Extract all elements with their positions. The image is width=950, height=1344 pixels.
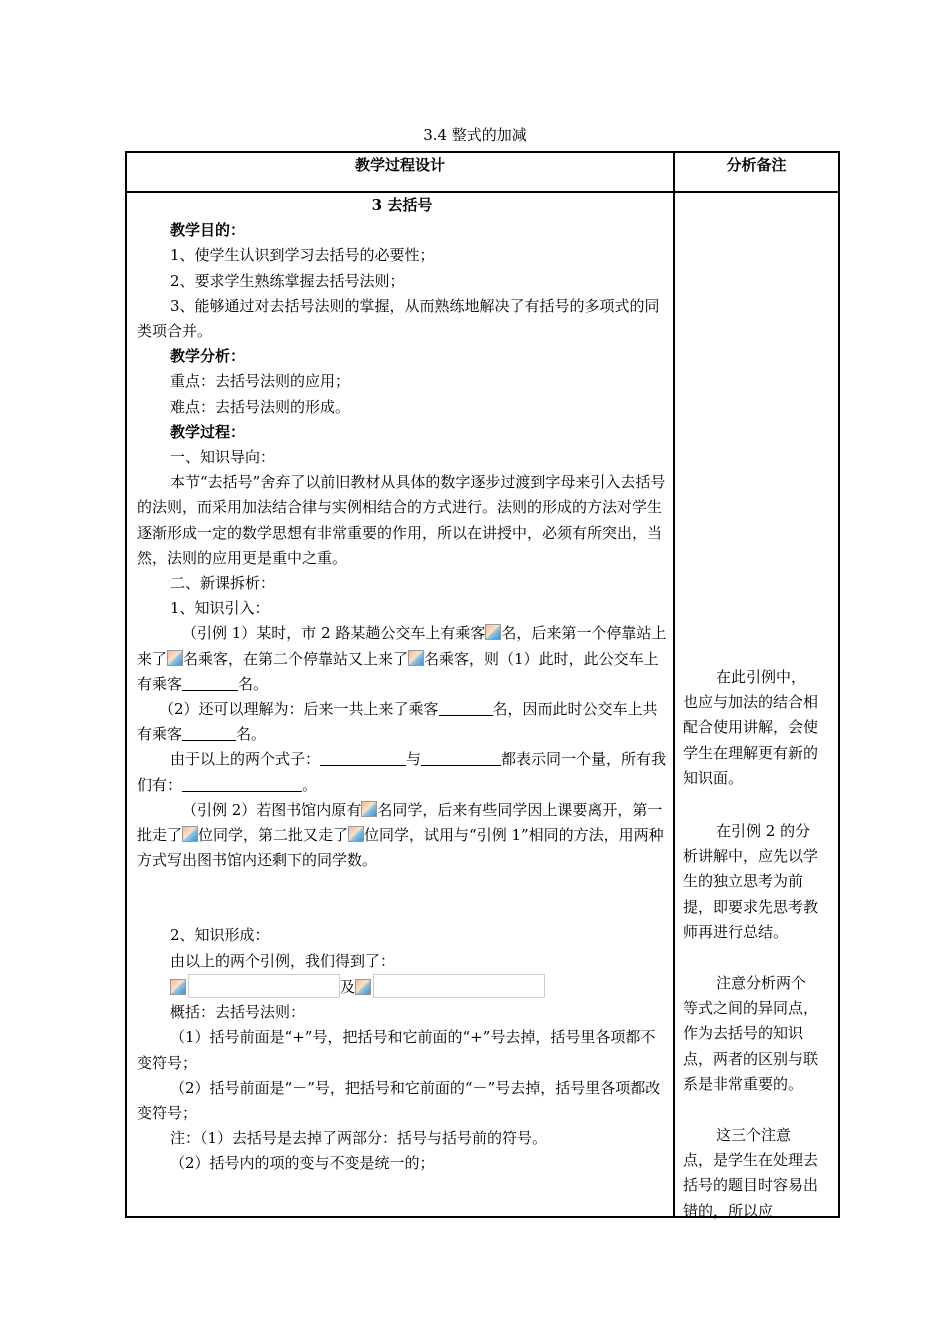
answer-blank: [439, 700, 493, 716]
part1-title: 一、知识导向：: [170, 448, 276, 467]
part1-text: 本节“去括号”舍弃了以前旧教材从具体的数字逐步过渡到字母来引入去括号的法则，而采用加法结合律与实例相结合的方式进行。法则的形成的方法对学生逐渐形成一定的数学思想有非常重要的作用，所以在讲授中，必须有所突出，当然，法则的应用更是重中之重。: [137, 473, 666, 567]
lesson-table: [125, 151, 840, 1218]
answer-blank: [182, 776, 302, 792]
example2: （引例 2）若图书馆内原有 名同学，后来有些同学因上课要离开，第一批走了 位同学，第二批又走了 位同学，试用与“引例 1”相同的方法，用两种方式写出图书馆内还剩下的同学数。: [137, 800, 664, 870]
example1-part2: （2）还可以理解为：后来一共上来了乘客 名，因而此时公交车上共有乘客 名。: [137, 700, 658, 744]
key-point: 重点：去括号法则的应用；: [170, 372, 351, 391]
sub2-text: 由以上的两个引例，我们得到了：: [170, 951, 396, 970]
answer-blank: [182, 675, 238, 691]
formula-image-icon: [361, 801, 377, 817]
goal-item: 2、要求学生熟练掌握去括号法则；: [170, 271, 405, 290]
document-title: 3.4 整式的加减: [423, 126, 527, 144]
goal-item: 3、能够通过对去括号法则的掌握，从而熟练地解决了有括号的多项式的同类项合并。: [137, 296, 660, 341]
side-note-1: 在此引例中，也应与加法的结合相配合使用讲解，会使学生在理解更有新的知识面。: [683, 668, 819, 787]
formula-image-icon: [182, 826, 198, 842]
answer-blank: [421, 750, 501, 766]
sub1-title: 1、知识引入：: [170, 599, 270, 618]
sub2-title: 2、知识形成：: [170, 926, 270, 945]
example1-part3: 由于以上的两个式子： 与 都表示同一个量，所有我们有： 。: [137, 750, 667, 794]
side-note-2: 在引例 2 的分析讲解中，应先以学生的独立思考为前提，即要求先思考教师再进行总结。: [683, 822, 819, 941]
formula-image-icon: [485, 624, 501, 640]
formula-image-icon: [408, 650, 424, 666]
side-note-4: 这三个注意点，是学生在处理去括号的题目时容易出错的，所以应: [683, 1126, 819, 1220]
formula-row: 及: [137, 974, 667, 1000]
answer-blank: [320, 750, 406, 766]
goals-title: 教学目的：: [170, 221, 246, 240]
section-title: 3 去括号: [371, 196, 433, 214]
formula-image-icon: [170, 979, 186, 995]
answer-blank: [182, 725, 236, 741]
analysis-title: 教学分析：: [170, 347, 246, 366]
column-divider: [673, 153, 675, 1216]
note-2: （2）括号内的项的变与不变是统一的；: [170, 1154, 435, 1173]
goal-item: 1、使学生认识到学习去括号的必要性；: [170, 246, 435, 265]
header-process-design: 教学过程设计: [354, 156, 445, 174]
difficulty: 难点：去括号法则的形成。: [170, 397, 351, 416]
example1: （引例 1）某时，市 2 路某趟公交车上有乘客 名，后来第一个停靠站上来了 名乘客，在第二个停靠站又上来了 名乘客，则（1）此时，此公交车上有乘客 名。: [137, 624, 667, 693]
main-content: [137, 193, 667, 1177]
rule-minus: （2）括号前面是“－”号，把括号和它前面的“－”号去掉，括号里各项都改变符号；: [137, 1078, 661, 1122]
formula-image-icon: [355, 979, 371, 995]
side-note-3: 注意分析两个等式之间的异同点，作为去括号的知识点，两者的区别与联系是非常重要的。: [683, 974, 819, 1093]
summary-title: 概括：去括号法则：: [170, 1003, 306, 1022]
part2-title: 二、新课拆析：: [170, 574, 276, 593]
formula-box: [373, 974, 545, 998]
formula-image-icon: [167, 650, 183, 666]
header-analysis-notes: 分析备注: [726, 156, 787, 174]
process-title: 教学过程：: [170, 422, 246, 441]
note-1: 注：（1）去括号是去掉了两部分：括号与括号前的符号。: [170, 1129, 548, 1148]
rule-plus: （1）括号前面是“+”号，把括号和它前面的“+”号去掉，括号里各项都不变符号；: [137, 1028, 656, 1072]
formula-image-icon: [348, 826, 364, 842]
formula-box: [188, 974, 340, 998]
